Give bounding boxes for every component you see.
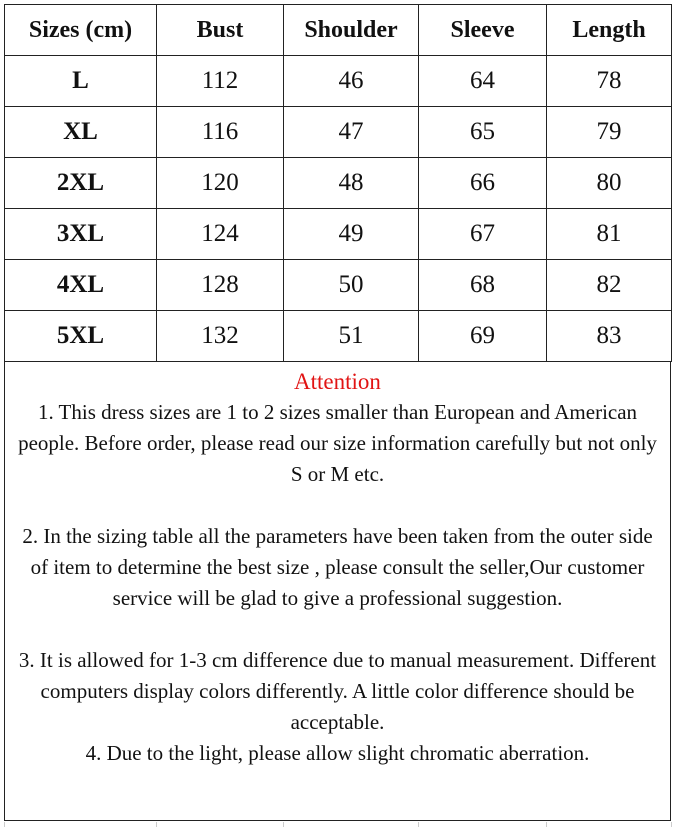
bust-cell: 128 bbox=[157, 260, 284, 311]
length-cell: 79 bbox=[547, 107, 672, 158]
edge-tick bbox=[283, 822, 284, 827]
table-row bbox=[5, 158, 672, 209]
header-sizes: Sizes (cm) bbox=[5, 5, 157, 56]
table-row bbox=[5, 260, 672, 311]
attention-title: Attention bbox=[294, 369, 381, 394]
bust-cell: 124 bbox=[157, 209, 284, 260]
note-1: 1. This dress sizes are 1 to 2 sizes smaller than European and American people. Before order, please read our size information carefully but not only S or M etc. bbox=[18, 400, 657, 486]
shoulder-cell: 50 bbox=[284, 260, 419, 311]
shoulder-cell: 51 bbox=[284, 311, 419, 362]
edge-tick bbox=[671, 822, 672, 827]
length-cell: 78 bbox=[547, 56, 672, 107]
sleeve-cell: 66 bbox=[419, 158, 547, 209]
bust-cell: 112 bbox=[157, 56, 284, 107]
size-table bbox=[4, 4, 672, 362]
note-2: 2. In the sizing table all the parameters have been taken from the outer side of item to determine the best size , please consult the seller,Our customer service will be glad to give a professional suggestion. bbox=[22, 524, 653, 610]
bust-cell: 132 bbox=[157, 311, 284, 362]
size-cell: L bbox=[5, 56, 157, 107]
header-sleeve: Sleeve bbox=[419, 5, 547, 56]
edge-tick bbox=[4, 822, 5, 827]
table-row bbox=[5, 107, 672, 158]
length-cell: 80 bbox=[547, 158, 672, 209]
size-cell: 2XL bbox=[5, 158, 157, 209]
sleeve-cell: 64 bbox=[419, 56, 547, 107]
shoulder-cell: 46 bbox=[284, 56, 419, 107]
size-cell: 5XL bbox=[5, 311, 157, 362]
spacer bbox=[17, 490, 658, 521]
sleeve-cell: 68 bbox=[419, 260, 547, 311]
bottom-edge-ticks bbox=[0, 822, 676, 827]
table-row bbox=[5, 209, 672, 260]
header-length: Length bbox=[547, 5, 672, 56]
note-4: 4. Due to the light, please allow slight chromatic aberration. bbox=[85, 741, 590, 765]
bust-cell: 116 bbox=[157, 107, 284, 158]
size-cell: 3XL bbox=[5, 209, 157, 260]
shoulder-cell: 47 bbox=[284, 107, 419, 158]
spacer bbox=[17, 614, 658, 645]
header-bust: Bust bbox=[157, 5, 284, 56]
size-cell: 4XL bbox=[5, 260, 157, 311]
shoulder-cell: 48 bbox=[284, 158, 419, 209]
edge-tick bbox=[156, 822, 157, 827]
header-shoulder: Shoulder bbox=[284, 5, 419, 56]
table-row bbox=[5, 311, 672, 362]
table-header-row bbox=[5, 5, 672, 56]
size-cell: XL bbox=[5, 107, 157, 158]
sleeve-cell: 65 bbox=[419, 107, 547, 158]
length-cell: 81 bbox=[547, 209, 672, 260]
note-3: 3. It is allowed for 1-3 cm difference due to manual measurement. Different computers display colors differently. A little color difference should be acceptable. bbox=[18, 648, 657, 734]
length-cell: 82 bbox=[547, 260, 672, 311]
table-row bbox=[5, 56, 672, 107]
bust-cell: 120 bbox=[157, 158, 284, 209]
length-cell: 83 bbox=[547, 311, 672, 362]
edge-tick bbox=[546, 822, 547, 827]
size-chart bbox=[4, 4, 671, 821]
notes-box bbox=[4, 362, 671, 821]
sleeve-cell: 69 bbox=[419, 311, 547, 362]
sleeve-cell: 67 bbox=[419, 209, 547, 260]
edge-tick bbox=[418, 822, 419, 827]
shoulder-cell: 49 bbox=[284, 209, 419, 260]
